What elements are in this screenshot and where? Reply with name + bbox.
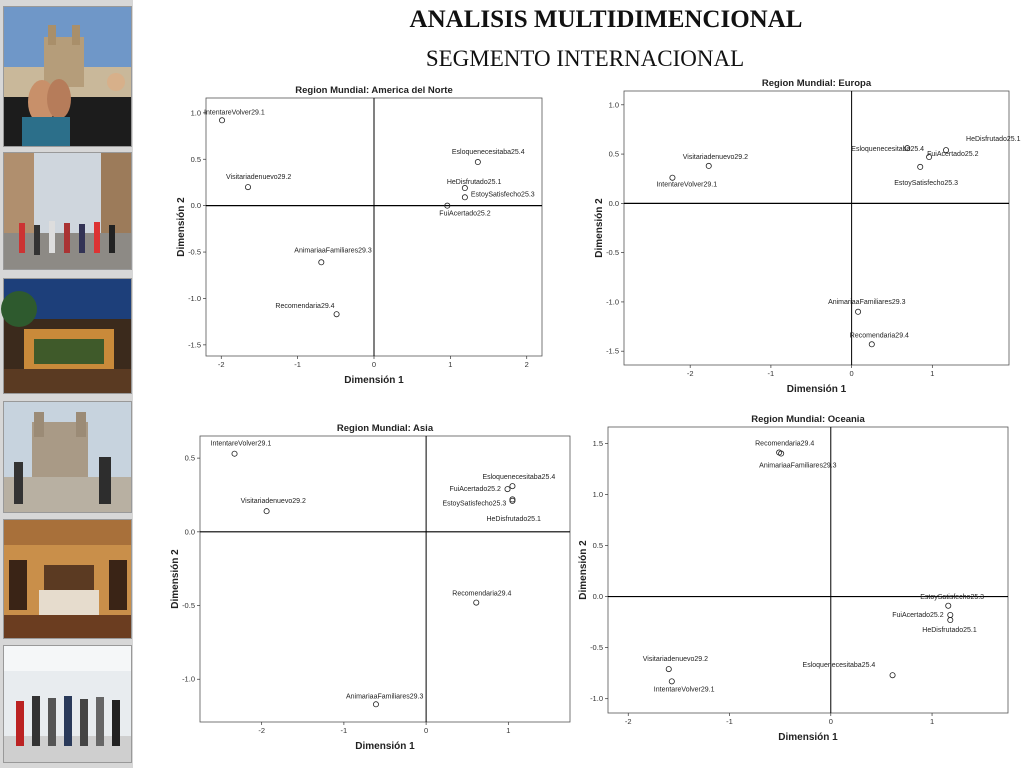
point-animariaafamiliares29-3 bbox=[855, 309, 860, 314]
point-label-recomendaria29-4: Recomendaria29.4 bbox=[275, 303, 335, 311]
y-axis-label: Dimensión 2 bbox=[578, 540, 589, 600]
y-tick-label: 1.5 bbox=[592, 438, 603, 448]
y-tick-label: 0.0 bbox=[608, 198, 619, 208]
chart-title: Region Mundial: Europa bbox=[761, 78, 872, 89]
y-tick-label: 0.5 bbox=[184, 453, 195, 463]
point-animariaafamiliares29-3 bbox=[373, 702, 378, 707]
photo-hotel-room bbox=[3, 519, 132, 639]
point-fuiacertado25-2 bbox=[948, 612, 953, 617]
x-tick-label: 1 bbox=[506, 726, 511, 735]
y-tick-label: -0.5 bbox=[188, 247, 201, 257]
chart-title: Region Mundial: America del Norte bbox=[295, 85, 453, 96]
chart-europa bbox=[594, 75, 1021, 405]
point-esloquenecesitaba25-4 bbox=[475, 159, 480, 164]
point-intentarevolver29-1 bbox=[219, 118, 224, 123]
x-tick-label: 0 bbox=[371, 360, 377, 369]
point-visitariadenuevo29-2 bbox=[706, 163, 711, 168]
x-tick-label: -1 bbox=[340, 726, 348, 735]
point-hedisfrutado25-1 bbox=[462, 185, 467, 190]
y-tick-label: -1.0 bbox=[182, 674, 195, 684]
chart-oceania bbox=[578, 411, 1020, 751]
y-tick-label: -1.0 bbox=[590, 694, 603, 704]
point-visitariadenuevo29-2 bbox=[666, 666, 671, 671]
photo-street-crowd bbox=[3, 152, 132, 270]
y-tick-label: 0.0 bbox=[592, 592, 603, 602]
point-label-animariaafamiliares29-3: AnimariaaFamiliares29.3 bbox=[294, 247, 372, 255]
point-fuiacertado25-2 bbox=[505, 486, 510, 491]
point-label-intentarevolver29-1: IntentareVolver29.1 bbox=[653, 686, 715, 694]
y-tick-label: -0.5 bbox=[606, 248, 619, 258]
photo-church-plaza bbox=[3, 401, 132, 513]
x-tick-label: -1 bbox=[294, 360, 301, 369]
x-axis-label: Dimensión 1 bbox=[344, 375, 404, 386]
y-tick-label: 0.0 bbox=[184, 527, 195, 537]
point-label-hedisfrutado25-1: HeDisfrutado25.1 bbox=[446, 179, 502, 187]
x-tick-label: -2 bbox=[686, 369, 694, 378]
y-tick-label: -0.5 bbox=[590, 643, 603, 653]
point-intentarevolver29-1 bbox=[670, 175, 675, 180]
x-axis-label: Dimensión 1 bbox=[355, 741, 415, 752]
point-estoysatisfecho25-3 bbox=[462, 195, 467, 200]
photo-airport-travelers bbox=[3, 645, 132, 763]
point-label-estoysatisfecho25-3: EstoySatisfecho25.3 bbox=[920, 593, 985, 601]
y-tick-label: -1.0 bbox=[188, 293, 201, 303]
page-subtitle: SEGMENTO INTERNACIONAL bbox=[425, 46, 745, 71]
point-label-hedisfrutado25-1: HeDisfrutado25.1 bbox=[966, 136, 1021, 144]
photo-cathedral-pool bbox=[3, 6, 132, 147]
point-label-recomendaria29-4: Recomendaria29.4 bbox=[755, 440, 815, 448]
y-tick-label: 0.5 bbox=[190, 154, 201, 164]
point-label-hedisfrutado25-1: HeDisfrutado25.1 bbox=[486, 515, 541, 523]
x-tick-label: 0 bbox=[424, 726, 429, 735]
y-axis-label: Dimensión 2 bbox=[170, 549, 181, 609]
point-recomendaria29-4 bbox=[869, 342, 874, 347]
point-estoysatisfecho25-3 bbox=[918, 164, 923, 169]
y-tick-label: 0.5 bbox=[608, 149, 619, 159]
point-label-animariaafamiliares29-3: AnimariaaFamiliares29.3 bbox=[828, 298, 906, 306]
point-label-intentarevolver29-1: IntentareVolver29.1 bbox=[210, 440, 272, 448]
point-hedisfrutado25-1 bbox=[948, 617, 953, 622]
x-axis-label: Dimensión 1 bbox=[778, 732, 838, 743]
point-label-esloquenecesitaba25-4: Esloquenecesitaba25.4 bbox=[482, 474, 556, 482]
x-tick-label: 0 bbox=[828, 717, 833, 726]
point-label-recomendaria29-4: Recomendaria29.4 bbox=[849, 332, 909, 340]
point-label-visitariadenuevo29-2: Visitariadenuevo29.2 bbox=[226, 174, 292, 182]
point-label-esloquenecesitaba25-4: Esloquenecesitaba25.4 bbox=[451, 149, 525, 157]
point-recomendaria29-4 bbox=[474, 600, 479, 605]
chart-asia bbox=[160, 420, 580, 760]
y-tick-label: -1.5 bbox=[188, 340, 201, 350]
plot-frame bbox=[624, 91, 1009, 365]
plot-frame bbox=[608, 427, 1008, 713]
chart-title: Region Mundial: Oceania bbox=[751, 414, 865, 425]
y-tick-label: -0.5 bbox=[182, 601, 195, 611]
y-tick-label: 0.5 bbox=[592, 540, 603, 550]
x-tick-label: 2 bbox=[524, 360, 529, 369]
point-esloquenecesitaba25-4 bbox=[510, 484, 515, 489]
point-label-visitariadenuevo29-2: Visitariadenuevo29.2 bbox=[240, 498, 306, 506]
point-label-hedisfrutado25-1: HeDisfrutado25.1 bbox=[922, 627, 977, 635]
x-tick-label: -2 bbox=[217, 360, 225, 369]
point-esloquenecesitaba25-4 bbox=[890, 673, 895, 678]
page-title: ANALISIS MULTIDIMENCIONAL bbox=[409, 6, 803, 33]
x-tick-label: 1 bbox=[930, 369, 935, 378]
point-label-recomendaria29-4: Recomendaria29.4 bbox=[452, 590, 512, 598]
point-animariaafamiliares29-3 bbox=[319, 260, 324, 265]
x-tick-label: -2 bbox=[624, 717, 632, 726]
point-label-estoysatisfecho25-3: EstoySatisfecho25.3 bbox=[442, 500, 507, 508]
x-tick-label: 1 bbox=[448, 360, 453, 369]
y-tick-label: -1.5 bbox=[606, 346, 619, 356]
chart-america-del-norte bbox=[170, 76, 550, 396]
y-axis-label: Dimensión 2 bbox=[176, 197, 187, 257]
point-visitariadenuevo29-2 bbox=[245, 184, 250, 189]
x-tick-label: -1 bbox=[767, 369, 775, 378]
point-label-estoysatisfecho25-3: EstoySatisfecho25.3 bbox=[470, 191, 535, 199]
point-label-estoysatisfecho25-3: EstoySatisfecho25.3 bbox=[894, 179, 959, 187]
point-intentarevolver29-1 bbox=[669, 679, 674, 684]
chart-title: Region Mundial: Asia bbox=[336, 423, 434, 434]
point-label-esloquenecesitaba25-4: Esloquenecesitaba25.4 bbox=[802, 662, 876, 670]
point-label-fuiacertado25-2: FuiAcertado25.2 bbox=[927, 151, 979, 159]
point-label-visitariadenuevo29-2: Visitariadenuevo29.2 bbox=[642, 656, 709, 664]
point-visitariadenuevo29-2 bbox=[264, 509, 269, 514]
x-tick-label: 0 bbox=[849, 369, 854, 378]
photo-sidebar bbox=[0, 0, 133, 768]
point-label-intentarevolver29-1: IntentareVolver29.1 bbox=[204, 109, 265, 117]
point-estoysatisfecho25-3 bbox=[946, 603, 951, 608]
x-tick-label: -2 bbox=[258, 726, 266, 735]
x-tick-label: -1 bbox=[726, 717, 733, 726]
point-label-fuiacertado25-2: FuiAcertado25.2 bbox=[892, 611, 944, 619]
point-label-intentarevolver29-1: IntentareVolver29.1 bbox=[656, 181, 718, 189]
point-label-esloquenecesitaba25-4: Esloquenecesitaba25.4 bbox=[851, 146, 925, 154]
point-label-fuiacertado25-2: FuiAcertado25.2 bbox=[439, 210, 491, 218]
x-tick-label: 1 bbox=[929, 717, 935, 726]
y-tick-label: 0.0 bbox=[190, 201, 201, 211]
point-label-visitariadenuevo29-2: Visitariadenuevo29.2 bbox=[682, 153, 749, 161]
point-intentarevolver29-1 bbox=[232, 451, 237, 456]
point-label-animariaafamiliares29-3: AnimariaaFamiliares29.3 bbox=[345, 693, 424, 701]
point-label-fuiacertado25-2: FuiAcertado25.2 bbox=[449, 486, 501, 494]
y-tick-label: -1.0 bbox=[606, 297, 619, 307]
y-axis-label: Dimensión 2 bbox=[594, 198, 605, 258]
photo-courtyard-night bbox=[3, 278, 132, 394]
x-axis-label: Dimensión 1 bbox=[786, 384, 847, 395]
point-recomendaria29-4 bbox=[334, 312, 339, 317]
y-tick-label: 1.0 bbox=[592, 489, 603, 499]
y-tick-label: 1.0 bbox=[190, 108, 201, 118]
point-label-animariaafamiliares29-3: AnimariaaFamiliares29.3 bbox=[759, 462, 837, 470]
y-tick-label: 1.0 bbox=[608, 100, 619, 110]
